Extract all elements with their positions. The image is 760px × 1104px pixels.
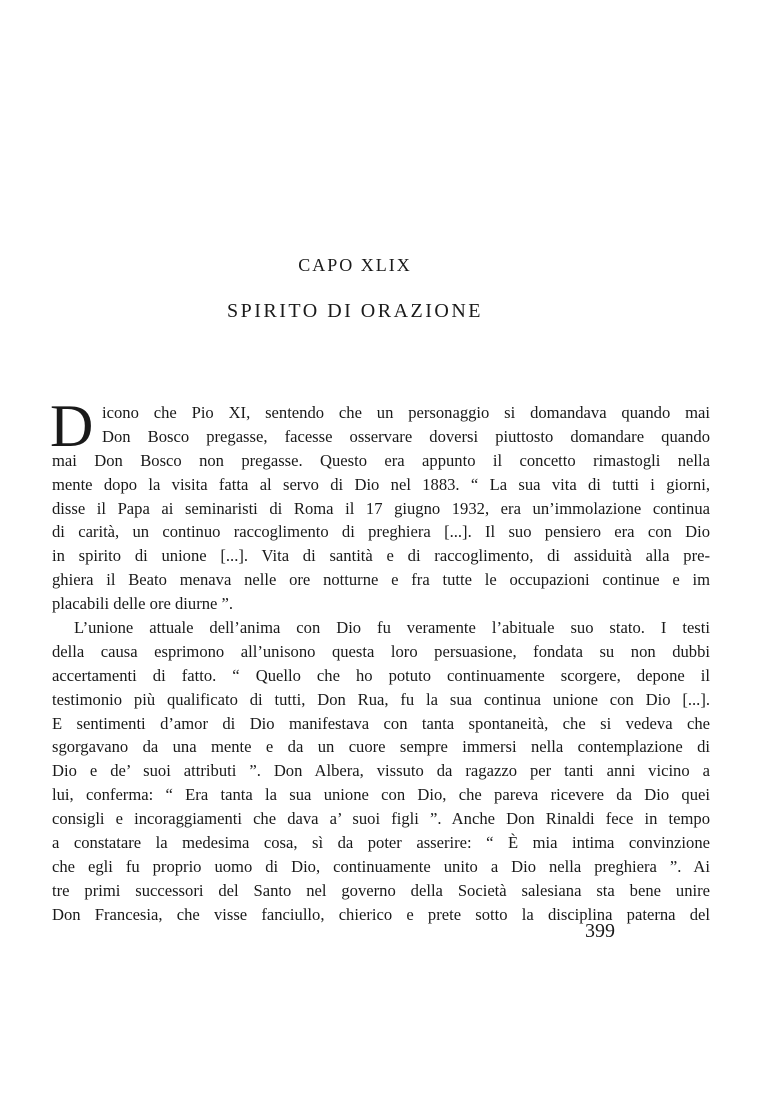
text-line: disse il Papa ai seminaristi di Roma il 17 giugno 1932, era un’immolazione continua xyxy=(52,498,710,518)
text-line: sgorgavano da una mente e da un cuore sempre immersi nella contemplazione di xyxy=(52,737,710,757)
text-line: di carità, un continuo raccoglimento di preghiera [...]. Il suo pensiero era con Dio xyxy=(52,522,710,542)
text-line: a constatare la medesima cosa, sì da poter asserire: “ È mia intima convinzione xyxy=(52,833,710,853)
text-line: lui, conferma: “ Era tanta la sua unione con Dio, che pareva ricevere da Dio quei xyxy=(52,785,710,805)
text-line: E sentimenti d’amor di Dio manifestava con tanta spontaneità, che si vedeva che xyxy=(52,713,710,733)
text-line: della causa esprimono all’unisono questa loro persuasione, fondata su non dubbi xyxy=(52,641,710,661)
chapter-number: CAPO XLIX xyxy=(298,255,412,275)
text-line: mai Don Bosco non pregasse. Questo era appunto il concetto rimastogli nella xyxy=(52,450,710,470)
text-line: in spirito di unione [...]. Vita di santità e di raccoglimento, di assiduità alla pre- xyxy=(52,546,710,566)
text-line: Dio e de’ suoi attributi ”. Don Albera, vissuto da ragazzo per tanti anni vicino a xyxy=(52,761,710,781)
text-line: L’unione attuale dell’anima con Dio fu veramente l’abituale suo stato. I testi xyxy=(74,618,710,638)
text-line: Don Bosco pregasse, facesse osservare doversi piuttosto domandare quando xyxy=(102,426,710,446)
drop-cap: D xyxy=(50,393,94,459)
text-line: Don Francesia, che visse fanciullo, chierico e prete sotto la disciplina paterna del xyxy=(52,904,710,924)
text-line: testimonio più qualificato di tutti, Don Rua, fu la sua continua unione con Dio [...]. xyxy=(52,689,710,709)
body-text xyxy=(50,393,710,927)
text-line: accertamenti di fatto. “ Quello che ho potuto continuamente scorgere, depone il xyxy=(52,665,710,685)
chapter-title: SPIRITO DI ORAZIONE xyxy=(226,300,483,322)
text-line: tre primi successori del Santo nel governo della Società salesiana sta bene unire xyxy=(52,880,710,900)
text-line: consigli e incoraggiamenti che dava a’ suoi figli ”. Anche Don Rinaldi fece in tempo xyxy=(52,809,710,829)
page-number: 399 xyxy=(585,920,615,942)
text-line: ghiera il Beato menava nelle ore notturne e fra tutte le occupazioni continue e im xyxy=(52,570,710,590)
text-line: placabili delle ore diurne ”. xyxy=(52,594,234,614)
text-line: mente dopo la visita fatta al servo di Dio nel 1883. “ La sua vita di tutti i giorni, xyxy=(52,474,710,494)
text-line: icono che Pio XI, sentendo che un personaggio si domandava quando mai xyxy=(102,403,710,422)
text-line: che egli fu proprio uomo di Dio, continuamente unito a Dio nella preghiera ”. Ai xyxy=(52,856,710,876)
